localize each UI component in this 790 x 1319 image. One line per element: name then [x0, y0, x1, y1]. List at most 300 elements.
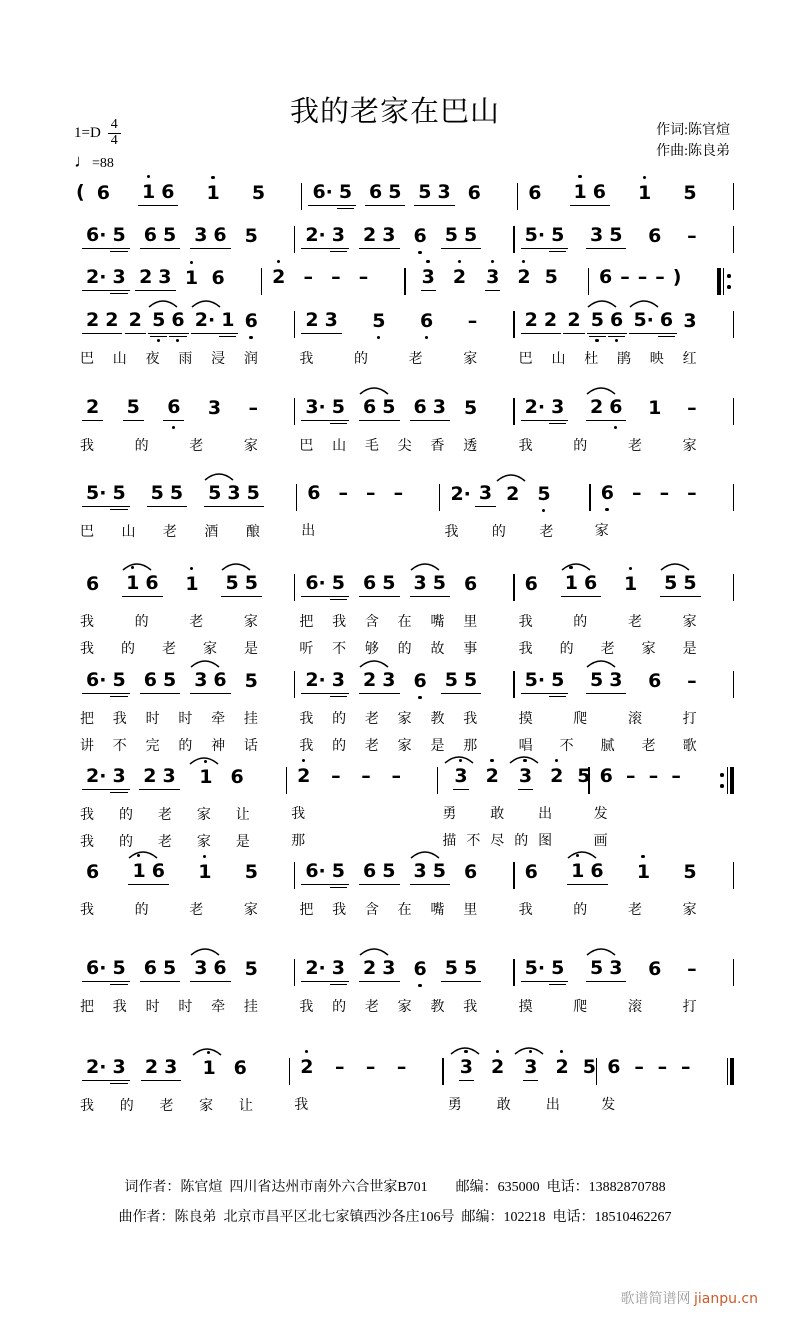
open-paren: (	[76, 181, 85, 203]
note: –	[366, 482, 376, 504]
thin-barline	[733, 862, 734, 889]
lyric-line	[515, 602, 733, 631]
note-group	[204, 398, 225, 421]
note-group	[679, 183, 700, 206]
note-group	[125, 310, 146, 334]
slur-arc	[189, 756, 219, 765]
lyric-line	[76, 987, 294, 1016]
lyric-char: 把	[80, 1000, 94, 1015]
score-system	[76, 213, 734, 254]
measure	[76, 471, 296, 541]
note: 5	[339, 182, 352, 202]
lyric-char: 时	[145, 1000, 160, 1015]
notes-row	[295, 385, 513, 426]
note: 2	[550, 766, 563, 786]
notes-row	[515, 298, 733, 339]
note: 3	[112, 267, 125, 287]
note: 5	[152, 310, 165, 330]
note-group	[416, 311, 437, 334]
note: 5	[332, 573, 345, 593]
note: 6	[414, 671, 427, 691]
notes-row	[87, 170, 301, 211]
lyric-char: 家	[397, 1000, 412, 1015]
note-group	[521, 397, 569, 421]
notes-row	[76, 471, 296, 512]
lyric-char: 不	[332, 642, 347, 657]
note-group	[190, 958, 230, 982]
lyric-char: 我	[80, 642, 94, 657]
song-title: 我的老家在巴山	[289, 96, 500, 129]
end-barline	[733, 484, 734, 541]
note: 6	[599, 765, 613, 787]
note: 6·	[86, 669, 107, 691]
note: 1	[126, 573, 139, 593]
note: 3	[324, 309, 338, 331]
octave-dot-below	[615, 339, 618, 342]
note: 5·	[524, 957, 546, 979]
lyric-char: 不	[112, 739, 127, 754]
note: 6	[363, 396, 377, 418]
eighth-underline	[485, 290, 500, 291]
note-group	[656, 483, 674, 506]
note: 6	[464, 573, 478, 595]
lyric-char: 巴	[299, 439, 314, 454]
measure	[515, 213, 733, 254]
note-group	[135, 267, 175, 291]
note: 3	[207, 397, 222, 419]
note: 6	[245, 311, 258, 331]
note: 5	[332, 397, 345, 417]
note: 6	[213, 224, 227, 246]
note-group	[620, 574, 641, 597]
note-group	[359, 397, 399, 421]
note: 3	[609, 669, 623, 691]
note-group	[410, 861, 450, 885]
notes-row	[406, 255, 588, 295]
end-barline	[717, 268, 734, 296]
note: 3	[194, 224, 208, 246]
lyric-line	[76, 890, 294, 919]
note: 3	[524, 1057, 537, 1077]
note-group	[301, 310, 341, 334]
note: 5	[683, 572, 697, 594]
measure	[515, 946, 733, 1016]
lyric-line-2	[295, 631, 513, 658]
lyric-char: 事	[463, 642, 478, 657]
key-signature-block	[74, 118, 121, 172]
lyric-char: 的	[178, 739, 193, 754]
note: –	[361, 765, 371, 787]
end-barline	[733, 183, 734, 211]
lyric-char: 里	[463, 615, 478, 630]
lyric-line	[295, 339, 513, 368]
lyric-char: 老	[408, 352, 423, 367]
note: 6·	[86, 957, 107, 979]
lyric-char: 把	[299, 903, 314, 918]
note-group	[221, 573, 261, 597]
lyric-char: 描	[442, 834, 457, 849]
sixteenth-underline	[549, 423, 566, 424]
note: 5·	[633, 309, 654, 331]
note-group	[82, 766, 130, 790]
lyric-char: 夜	[145, 352, 160, 367]
lyric-char: 家	[243, 903, 258, 918]
lyric-char: 是	[682, 642, 697, 657]
note: 5	[464, 957, 478, 979]
note-group	[141, 1057, 181, 1081]
note-group	[390, 483, 408, 506]
note: 6	[143, 669, 157, 691]
notes-row	[76, 385, 294, 426]
lyric-char: 家	[641, 642, 656, 657]
lyric-char: 的	[573, 439, 588, 454]
lyric-char: 的	[134, 615, 149, 630]
note: 5	[590, 957, 604, 979]
score-system	[76, 255, 734, 296]
quarter-note-icon: ♩	[74, 151, 92, 172]
slur-arc	[122, 562, 152, 571]
lyric-char: 我	[332, 903, 347, 918]
note-group	[683, 671, 701, 694]
lyric-line	[76, 699, 294, 728]
lyric-char: 巴	[80, 352, 94, 367]
measure	[76, 754, 286, 851]
note: –	[687, 482, 697, 504]
thin-barline	[733, 959, 734, 986]
note-group	[308, 182, 356, 206]
note: 6	[464, 861, 478, 883]
note-group	[441, 225, 481, 249]
note: –	[671, 765, 681, 787]
note: –	[681, 1056, 691, 1078]
note: 6	[213, 669, 227, 691]
note: 6	[414, 959, 427, 979]
thin-barline	[733, 398, 734, 425]
note: 5	[444, 957, 458, 979]
measure	[597, 1045, 726, 1115]
repeat-dot	[727, 285, 731, 289]
note-group	[579, 1057, 600, 1080]
note-group	[683, 226, 701, 249]
note: 5	[388, 181, 402, 203]
lyric-char: 打	[682, 1000, 697, 1015]
note-group	[414, 182, 454, 206]
note: 6	[609, 397, 622, 417]
time-signature	[108, 118, 121, 148]
notes-row	[518, 170, 732, 211]
note-group	[362, 483, 380, 506]
lyric-char: 故	[430, 642, 445, 657]
note: 5	[444, 224, 458, 246]
note-group	[669, 267, 686, 290]
note: 5	[683, 861, 697, 883]
note: 6	[660, 310, 673, 330]
sixteenth-underline	[658, 336, 675, 337]
note-group	[496, 484, 560, 507]
slur-arc	[359, 659, 389, 668]
note: 2	[139, 266, 153, 288]
measure	[262, 255, 404, 296]
note: 2	[86, 396, 100, 418]
lyric-char: 时	[178, 712, 193, 727]
note-group	[586, 670, 626, 694]
score-system	[76, 658, 734, 755]
notes-row	[76, 255, 261, 296]
note: 3·	[305, 396, 326, 418]
lyric-line	[515, 987, 733, 1016]
note: 3	[194, 669, 208, 691]
note-group	[667, 766, 685, 789]
note: 5	[372, 311, 385, 331]
score-system	[76, 471, 734, 541]
note: 2	[590, 396, 604, 418]
measure	[295, 946, 513, 1016]
note: 6	[524, 573, 538, 595]
lyric-char: 家	[243, 615, 258, 630]
lyric-char: 在	[397, 615, 412, 630]
note: 3	[382, 957, 396, 979]
score-system	[76, 946, 734, 1016]
notes-row	[515, 213, 733, 254]
measure	[444, 1045, 596, 1115]
lyric-char: 挂	[243, 1000, 258, 1015]
note-group	[683, 483, 701, 506]
note: 5	[208, 482, 222, 504]
octave-dot-above	[190, 261, 193, 264]
lyric-char: 滚	[627, 1000, 642, 1015]
slur-arc	[191, 299, 221, 308]
end-barline	[717, 767, 734, 851]
lyric-char: 巴	[80, 525, 94, 540]
note-group	[629, 310, 677, 334]
lyric-char: 牵	[211, 712, 226, 727]
lyric-char: 在	[397, 903, 412, 918]
lyric-char: 我	[463, 712, 478, 727]
note-group	[365, 182, 405, 206]
note-group	[586, 958, 626, 982]
note: 1	[207, 183, 220, 203]
note: –	[248, 397, 258, 419]
lyric-char: 腻	[600, 739, 615, 754]
note-group	[82, 483, 130, 507]
lyric-char: 我	[332, 615, 347, 630]
lyric-char: 的	[134, 439, 149, 454]
sixteenth-underline	[330, 251, 347, 252]
note: 5	[464, 669, 478, 691]
lyric-char: 家	[682, 615, 697, 630]
measure	[76, 255, 261, 296]
lyric-char: 打	[682, 712, 697, 727]
note-group	[521, 670, 569, 694]
lyric-char: 画	[593, 834, 608, 849]
note-group	[190, 670, 230, 694]
lyric-char: 摸	[518, 1000, 533, 1015]
sixteenth-underline	[110, 251, 127, 252]
lyric-char: 老	[162, 525, 177, 540]
note: 6·	[305, 860, 326, 882]
note-group	[446, 484, 474, 507]
lyric-char: 酿	[245, 525, 260, 540]
lyric-line	[76, 795, 286, 824]
watermark-url[interactable]: jianpu.cn	[693, 1291, 758, 1307]
lyric-char: 我	[80, 903, 94, 918]
notes-row	[297, 471, 439, 511]
notes-row	[76, 658, 294, 699]
thin-barline	[733, 574, 734, 601]
octave-dot-above	[203, 855, 206, 858]
note-group	[595, 267, 616, 290]
note-group	[521, 958, 569, 982]
slur-arc	[660, 562, 690, 571]
slur-arc	[148, 299, 178, 308]
note: 3	[382, 669, 396, 691]
measure	[290, 1045, 442, 1115]
notes-row	[440, 471, 589, 512]
lyric-line	[440, 512, 589, 541]
note-group	[203, 183, 224, 206]
lyric-char: 老	[189, 903, 204, 918]
lyric-line	[76, 426, 294, 455]
slur-arc	[190, 659, 220, 668]
lyric-char: 的	[332, 1000, 347, 1015]
note-group	[521, 310, 561, 334]
note: –	[331, 266, 341, 288]
slur-arc	[496, 473, 526, 482]
note: 3	[162, 765, 176, 787]
lyric-char: 我	[299, 739, 314, 754]
note: 6	[151, 860, 165, 882]
note-group	[139, 766, 179, 790]
note: 5	[332, 861, 345, 881]
note: 1	[638, 183, 651, 203]
time-signature-bottom: 4	[110, 132, 118, 148]
note: 6	[211, 267, 225, 289]
note: 3	[432, 396, 446, 418]
measure	[515, 298, 733, 368]
notes-row	[515, 658, 733, 699]
note-group	[140, 225, 180, 249]
lyric-char: 是	[235, 835, 250, 850]
note-group	[514, 1057, 578, 1080]
thin-barline	[723, 268, 724, 295]
measure	[287, 754, 437, 851]
note-group	[622, 766, 640, 789]
lyric-char: 讲	[80, 739, 94, 754]
note: –	[632, 482, 642, 504]
note-group	[573, 766, 594, 789]
slur-arc	[586, 947, 616, 956]
note-group	[450, 1057, 514, 1080]
lyric-char: 我	[112, 712, 127, 727]
note-group	[410, 671, 431, 694]
note: 6	[363, 572, 377, 594]
thin-barline	[733, 311, 734, 338]
end-barline	[733, 574, 734, 658]
sixteenth-underline	[110, 293, 127, 294]
slur-arc	[128, 850, 158, 859]
end-barline	[733, 862, 734, 919]
note: 2	[517, 267, 530, 287]
note: 6	[307, 482, 321, 504]
notes-row	[591, 471, 733, 511]
lyric-char: 透	[463, 439, 478, 454]
lyric-char: 家	[682, 439, 697, 454]
note: 1	[221, 310, 234, 330]
note: –	[659, 482, 670, 504]
measure	[515, 385, 733, 455]
notes-row	[302, 170, 516, 211]
sixteenth-underline	[110, 509, 127, 510]
time-signature-top: 4	[108, 118, 121, 134]
lyric-char: 那	[463, 739, 478, 754]
lyric-char: 的	[118, 808, 133, 823]
lyric-char: 山	[121, 525, 136, 540]
repeat-dot	[727, 274, 731, 278]
note-group	[616, 267, 634, 290]
measure	[76, 561, 294, 658]
lyric-char: 不	[559, 739, 574, 754]
note-group	[148, 310, 188, 334]
note: 2	[128, 309, 142, 331]
measure	[515, 849, 733, 919]
notes-row	[590, 754, 717, 794]
sixteenth-underline	[608, 336, 625, 337]
note-group	[181, 268, 202, 291]
measure	[76, 946, 294, 1016]
lyric-char: 我	[299, 352, 314, 367]
octave-dot-above	[277, 260, 280, 263]
measure	[295, 213, 513, 254]
lyric-char: 老	[157, 808, 172, 823]
note-group	[359, 670, 399, 694]
note: 5	[551, 958, 564, 978]
slur-arc	[514, 1046, 544, 1055]
note-group	[628, 483, 646, 506]
note-group	[645, 766, 663, 789]
octave-dot-above	[190, 567, 193, 570]
note: 5	[225, 572, 239, 594]
octave-dot-above	[643, 176, 646, 179]
octave-dot-above	[560, 1050, 563, 1053]
note: 2	[363, 957, 377, 979]
lyric-char: 老	[627, 903, 642, 918]
octave-dot-above	[147, 175, 150, 178]
lyric-line-2	[590, 823, 717, 850]
lyric-char: 的	[332, 739, 347, 754]
note: –	[331, 765, 341, 787]
slur-arc	[444, 755, 474, 764]
note: 5	[537, 484, 550, 504]
note-group	[248, 183, 269, 206]
lyric-char: 把	[80, 712, 94, 727]
lyric-char: 时	[145, 712, 160, 727]
watermark	[620, 1288, 758, 1308]
note: 5	[432, 572, 446, 594]
lyric-char: 老	[189, 615, 204, 630]
note: 2	[506, 483, 520, 505]
note: 3	[590, 224, 604, 246]
note-group	[194, 862, 215, 885]
note: 5	[244, 861, 258, 883]
note-group	[683, 398, 701, 421]
note: 1	[198, 862, 211, 882]
note: 1	[571, 861, 584, 881]
note-group	[82, 574, 103, 597]
note: 3	[413, 572, 427, 594]
note: –	[687, 670, 697, 692]
lyric-char: 的	[332, 712, 347, 727]
note-group	[82, 267, 130, 291]
